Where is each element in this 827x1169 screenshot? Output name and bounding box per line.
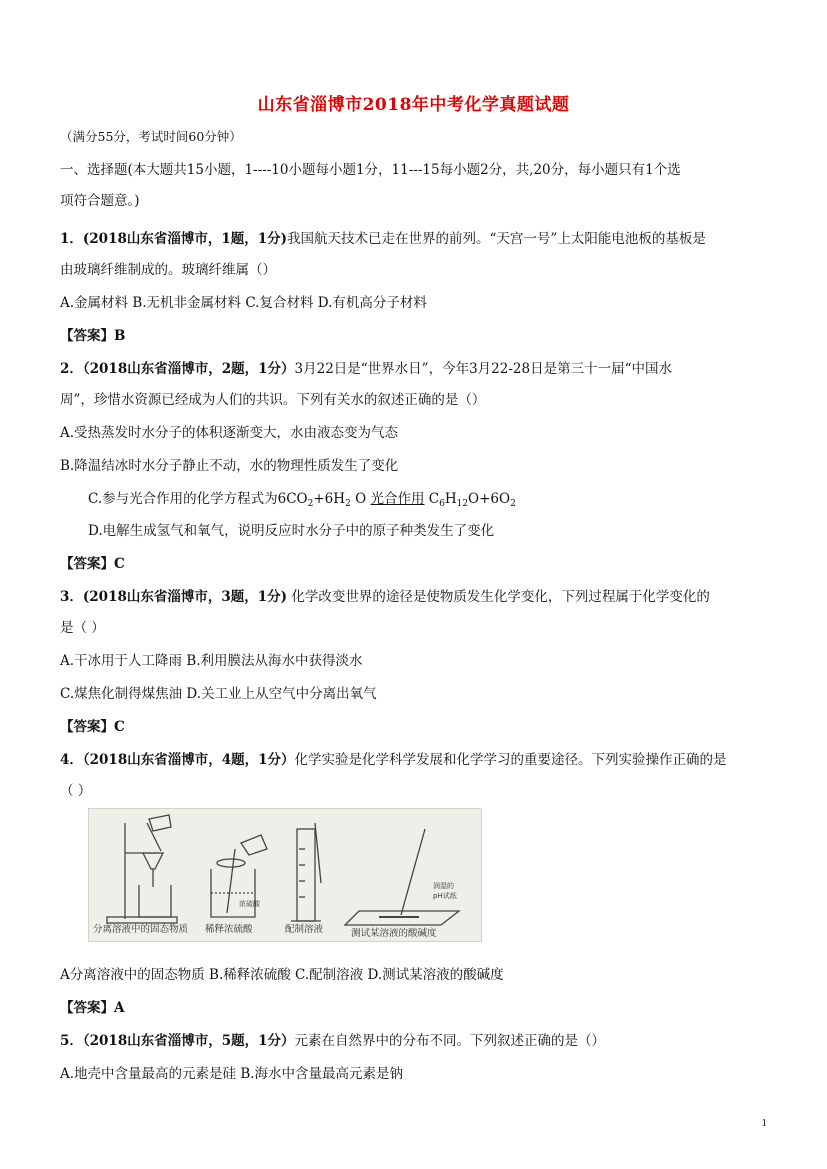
equation-part: O — [350, 491, 371, 507]
question-3-answer: 【答案】C — [60, 719, 125, 735]
figure-tag-ph: pH试纸 — [433, 892, 457, 900]
question-5-line1 — [60, 1029, 605, 1049]
question-1-line1 — [60, 227, 706, 247]
question-1-line2: 由玻璃纤维制成的。玻璃纤维属（） — [60, 262, 276, 278]
question-2-text: 3月22日是“世界水日”，今年3月22-28日是第三十一届“中国水 — [294, 361, 672, 377]
section-heading-line2: 项符合题意。) — [60, 193, 140, 209]
beaker-1 — [139, 885, 171, 917]
glass-rod-3 — [315, 823, 321, 883]
experiment-figure — [88, 808, 482, 942]
equation-part: +6H — [313, 491, 346, 507]
question-4-options: A分离溶液中的固态物质 B.稀释浓硫酸 C.配制溶液 D.测试某溶液的酸碱度 — [60, 967, 504, 983]
question-2-option-a: A.受热蒸发时水分子的体积逐渐变大，水由液态变为气态 — [60, 425, 399, 441]
question-2-answer: 【答案】C — [60, 556, 125, 572]
question-5-number: 5．（2018山东省淄博市，5题，1分） — [60, 1033, 295, 1049]
question-3-options-1: A.干冰用于人工降雨 B.利用膜法从海水中获得淡水 — [60, 653, 363, 669]
equation-subscript: 2 — [345, 499, 351, 509]
equation-condition: 光合作用 — [370, 491, 425, 507]
figure-label-2: 稀释浓硫酸 — [205, 924, 253, 935]
section-heading-line1: 一、选择题(本大题共15小题，1----10小题每小题1分，11---15每小题2分，共,20分，每小题只有1个选 — [60, 162, 681, 178]
question-4-text: 化学实验是化学科学发展和化学学习的重要途径。下列实验操作正确的是 — [294, 752, 727, 768]
graduated-cylinder — [297, 829, 315, 921]
exam-meta: （满分55分，考试时间60分钟） — [60, 129, 242, 144]
pouring-beaker — [149, 815, 171, 831]
figure-tag-acid: 浓硫酸 — [239, 900, 260, 908]
equation-subscript: 2 — [307, 499, 314, 509]
question-2-option-d: D.电解生成氢气和氧气，说明反应时水分子中的原子种类发生了变化 — [88, 523, 495, 539]
glass-rod-4 — [401, 829, 425, 915]
question-4-answer: 【答案】A — [60, 1000, 125, 1016]
question-3-line1 — [60, 585, 710, 605]
page-title: 山东省淄博市2018年中考化学真题试题 — [257, 95, 570, 115]
question-1-options: A.金属材料 B.无机非金属材料 C.复合材料 D.有机高分子材料 — [60, 295, 427, 311]
question-2-line1 — [60, 357, 672, 377]
equation-subscript: 12 — [456, 499, 469, 509]
question-3-line2: 是（ ） — [60, 620, 105, 636]
equation-part: H — [444, 491, 457, 507]
figure-tag-wet: 润湿的 — [433, 882, 454, 890]
stir-motion — [217, 859, 245, 867]
figure-label-3: 配制溶液 — [285, 924, 324, 935]
question-2-option-c — [88, 487, 516, 509]
page-number: 1 — [761, 1117, 767, 1129]
question-2-number: 2．（2018山东省淄博市，2题，1分） — [60, 361, 295, 377]
question-5-options: A.地壳中含量最高的元素是硅 B.海水中含量最高元素是钠 — [60, 1066, 404, 1082]
question-1-text: 我国航天技术已走在世界的前列。“天宫一号”上太阳能电池板的基板是 — [287, 231, 706, 247]
question-3-text: 化学改变世界的途径是使物质发生化学变化，下列过程属于化学变化的 — [287, 589, 710, 605]
question-3-number: 3．(2018山东省淄博市，3题，1分) — [60, 589, 288, 605]
equation-part: O+6O — [468, 491, 511, 507]
equation-part: C — [424, 491, 440, 507]
tilted-cylinder — [241, 835, 267, 855]
question-4-line2: （ ） — [60, 783, 92, 799]
figure-label-4: 测试某溶液的酸碱度 — [351, 928, 437, 939]
question-1-number: 1．(2018山东省淄博市，1题，1分) — [60, 231, 288, 247]
question-4-number: 4．（2018山东省淄博市，4题，1分） — [60, 752, 295, 768]
question-1-answer: 【答案】B — [60, 328, 126, 344]
funnel — [143, 853, 163, 869]
glass-rod-1 — [147, 823, 161, 851]
question-3-options-2: C.煤焦化制得煤焦油 D.关工业上从空气中分离出氧气 — [60, 686, 377, 702]
equation-subscript: 6 — [439, 499, 445, 509]
question-2-option-b: B.降温结冰时水分子静止不动，水的物理性质发生了变化 — [60, 458, 399, 474]
question-4-line1 — [60, 748, 727, 768]
figure-label-1: 分离溶液中的固态物质 — [93, 924, 189, 935]
equation-subscript: 2 — [510, 499, 516, 509]
question-5-text: 元素在自然界中的分布不同。下列叙述正确的是（） — [294, 1033, 606, 1049]
equation-part: C.参与光合作用的化学方程式为6CO — [88, 491, 308, 507]
question-2-line2: 周”，珍惜水资源已经成为人们的共识。下列有关水的叙述正确的是（） — [60, 392, 486, 408]
